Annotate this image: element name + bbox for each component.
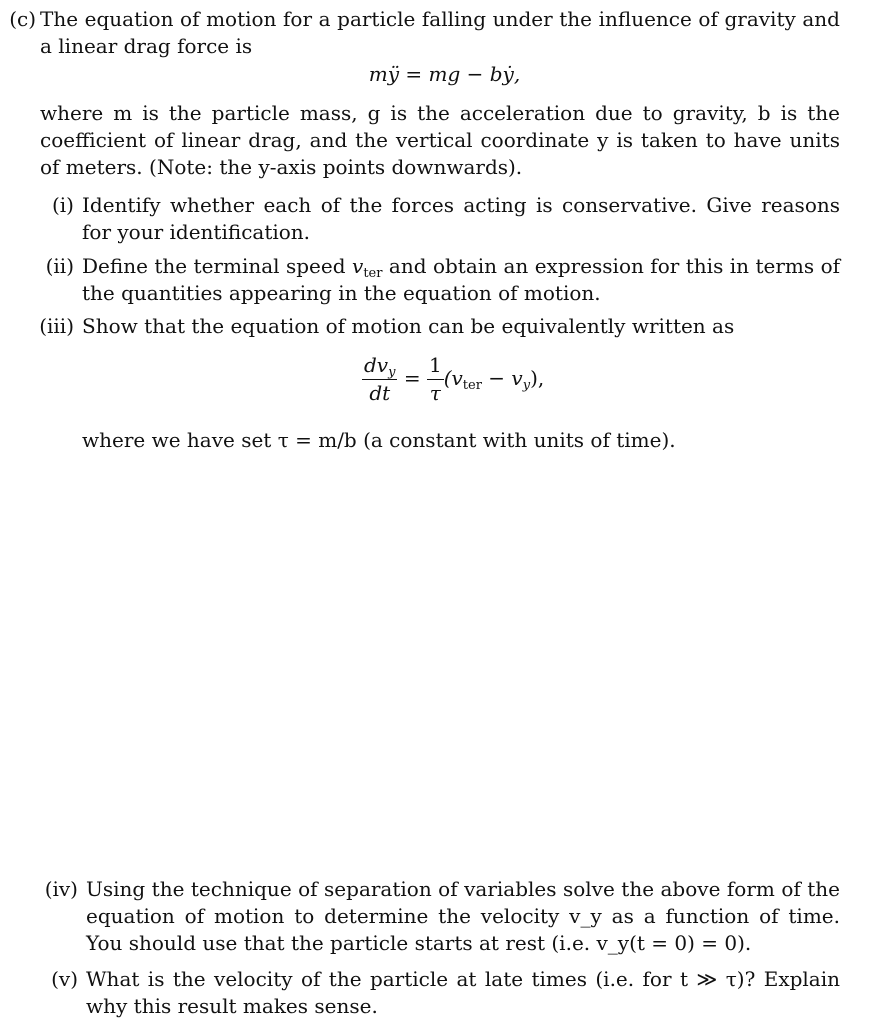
ter-sub: ter: [462, 378, 482, 393]
equation-of-motion: [0, 61, 889, 88]
part-c-label: (c): [9, 7, 36, 31]
part-c-intro: The equation of motion for a particle falling under the influence of gravity and a linear drag force is: [40, 7, 840, 58]
frac-num-dv: dv: [364, 353, 389, 377]
equation-lhs: mÿ: [368, 62, 400, 86]
terminal-speed-subscript: ter: [363, 266, 383, 281]
equation-rhs: mg − bẏ,: [428, 62, 521, 86]
rewritten-equation: [362, 352, 544, 407]
rewritten-equals: =: [403, 366, 421, 390]
item-ii-text-before: Define the terminal speed: [82, 254, 346, 278]
item-iii-after: where we have set τ = m/b (a constant with units of time).: [82, 428, 676, 452]
item-iv-label: (iv): [44, 877, 78, 901]
frac-den-dt: dt: [362, 379, 397, 407]
paren-open-v: (v: [443, 366, 463, 390]
item-iii-text: Show that the equation of motion can be equivalently written as: [82, 314, 735, 338]
item-i-label: (i): [51, 193, 74, 217]
item-ii-text: [82, 253, 840, 307]
item-ii-label: (ii): [45, 254, 74, 278]
frac-num-sub: y: [388, 365, 396, 380]
frac-num-one: 1: [428, 353, 442, 377]
y-sub: y: [522, 378, 531, 393]
minus-v: − v: [481, 366, 523, 390]
frac-den-tau: τ: [427, 379, 444, 407]
equation-equals: =: [405, 62, 423, 86]
dvy-dt-fraction: [362, 352, 397, 407]
one-over-tau-fraction: [427, 352, 444, 407]
item-ii-text-after: and obtain an expression for this in terms of the quantities appearing in the equation of motion.: [82, 254, 841, 305]
item-iv-text: Using the technique of separation of variables solve the above form of the equation of motion to determine the velocity v_y as a function of time. You should use that the particle starts at rest (i.e. v_y(t = 0) = 0).: [86, 877, 840, 955]
definitions-paragraph: where m is the particle mass, g is the acceleration due to gravity, b is the coefficient of linear drag, and the vertical coordinate y is taken to have units of meters. (Note: the y-axis points downwards).: [40, 101, 840, 179]
item-i-text: Identify whether each of the forces acting is conservative. Give reasons for your identification.: [82, 193, 840, 244]
item-v-label: (v): [51, 967, 78, 991]
terminal-speed-symbol: v: [352, 254, 364, 278]
paren-close: ),: [530, 366, 545, 390]
item-iii-label: (iii): [39, 314, 74, 338]
item-v-text: What is the velocity of the particle at late times (i.e. for t ≫ τ)? Explain why this result makes sense.: [86, 967, 840, 1018]
